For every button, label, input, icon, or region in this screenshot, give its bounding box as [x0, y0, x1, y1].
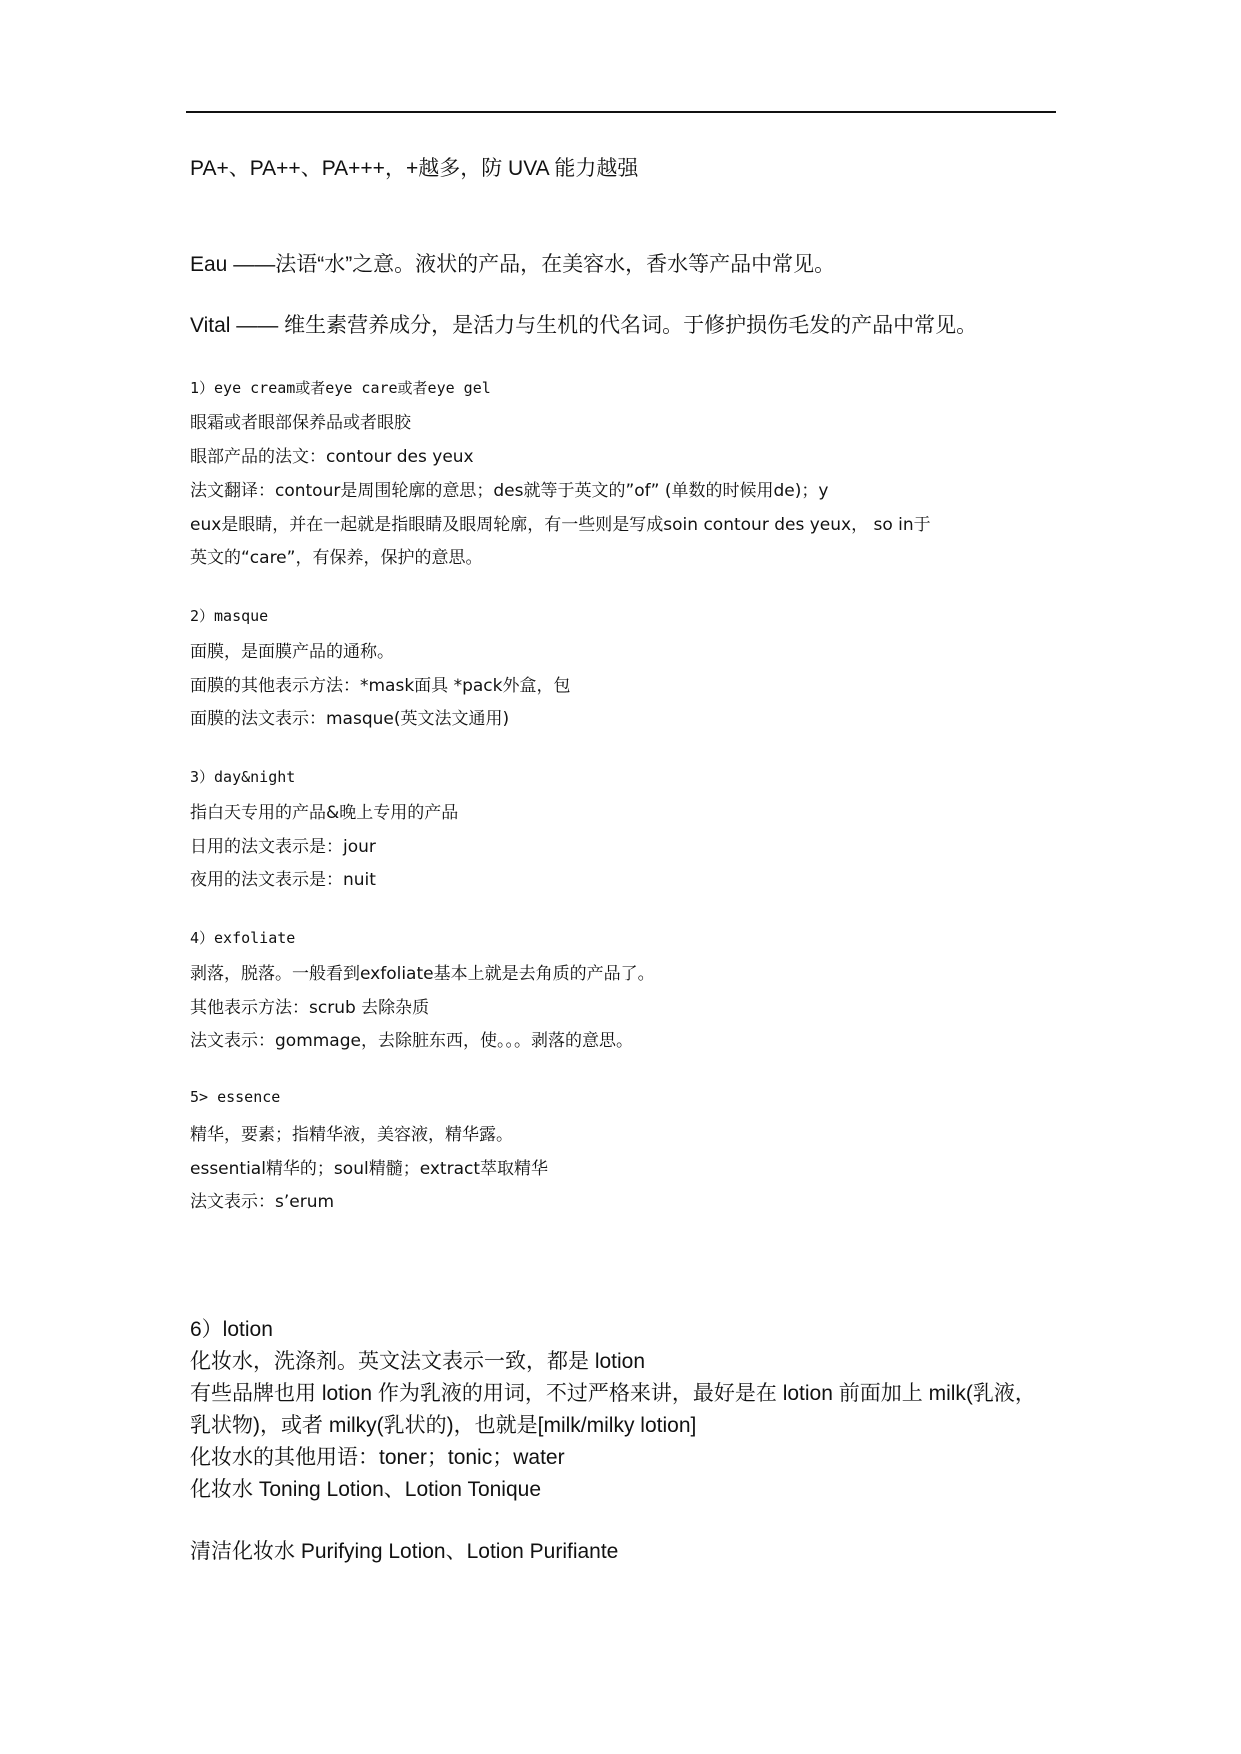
section-6-line: 有些品牌也用 lotion 作为乳液的用词，不过严格来讲，最好是在 lotion 前面加上 milk(乳液， [190, 1382, 1036, 1405]
section-6-purifying-line: 清洁化妆水 Purifying Lotion、Lotion Purifiante [190, 1540, 619, 1563]
section-1-line: 眼霜或者眼部保养品或者眼胶 [190, 413, 411, 433]
section-4-line: 法文表示：gommage，去除脏东西，使。。。剥落的意思。 [190, 1031, 633, 1051]
section-4-line: 剥落，脱落。一般看到exfoliate基本上就是去角质的产品了。 [190, 964, 655, 984]
section-1-line: eux是眼睛，并在一起就是指眼睛及眼周轮廓，有一些则是写成soin contour des yeux， so in于 [190, 515, 931, 535]
section-2-line: 面膜的法文表示：masque(英文法文通用) [190, 709, 510, 729]
section-1-line: 眼部产品的法文：contour des yeux [190, 447, 474, 467]
section-2-heading: 2）masque [190, 607, 269, 625]
section-1-line: 英文的“care”，有保养，保护的意思。 [190, 548, 483, 568]
section-3-heading: 3）day&night [190, 768, 296, 786]
section-3-line: 日用的法文表示是：jour [190, 837, 376, 857]
section-6-line: 化妆水，洗涤剂。英文法文表示一致，都是 lotion [190, 1350, 646, 1373]
section-6-line: 乳状物)，或者 milky(乳状的)，也就是[milk/milky lotion] [190, 1414, 697, 1437]
section-5-line: 法文表示：s’erum [190, 1192, 335, 1212]
section-6-line: 化妆水的其他用语：toner；tonic；water [190, 1446, 565, 1469]
section-1-line: 法文翻译：contour是周围轮廓的意思；des就等于英文的”of” (单数的时候用de)；y [190, 481, 829, 501]
section-2-line: 面膜，是面膜产品的通称。 [190, 642, 394, 662]
section-4-heading: 4）exfoliate [190, 929, 296, 947]
pa-line: PA+、PA++、PA+++，+越多，防 UVA 能力越强 [190, 157, 639, 180]
vital-line: Vital —— 维生素营养成分，是活力与生机的代名词。于修护损伤毛发的产品中常见。 [190, 314, 978, 337]
section-3-line: 夜用的法文表示是：nuit [190, 870, 376, 890]
section-3-line: 指白天专用的产品&晚上专用的产品 [190, 803, 459, 823]
section-5-line: essential精华的；soul精髓；extract萃取精华 [190, 1159, 548, 1179]
section-6-line: 化妆水 Toning Lotion、Lotion Tonique [190, 1478, 542, 1501]
section-5-heading: 5> essence [190, 1088, 281, 1106]
section-1-heading: 1）eye cream或者eye care或者eye gel [190, 379, 491, 397]
section-2-line: 面膜的其他表示方法：*mask面具 *pack外盒，包 [190, 676, 571, 696]
section-6-heading: 6）lotion [190, 1318, 273, 1341]
section-4-line: 其他表示方法：scrub 去除杂质 [190, 998, 430, 1018]
eau-line: Eau ——法语“水”之意。液状的产品，在美容水，香水等产品中常见。 [190, 253, 836, 276]
header-rule [186, 111, 1056, 113]
section-5-line: 精华，要素；指精华液，美容液，精华露。 [190, 1125, 513, 1145]
